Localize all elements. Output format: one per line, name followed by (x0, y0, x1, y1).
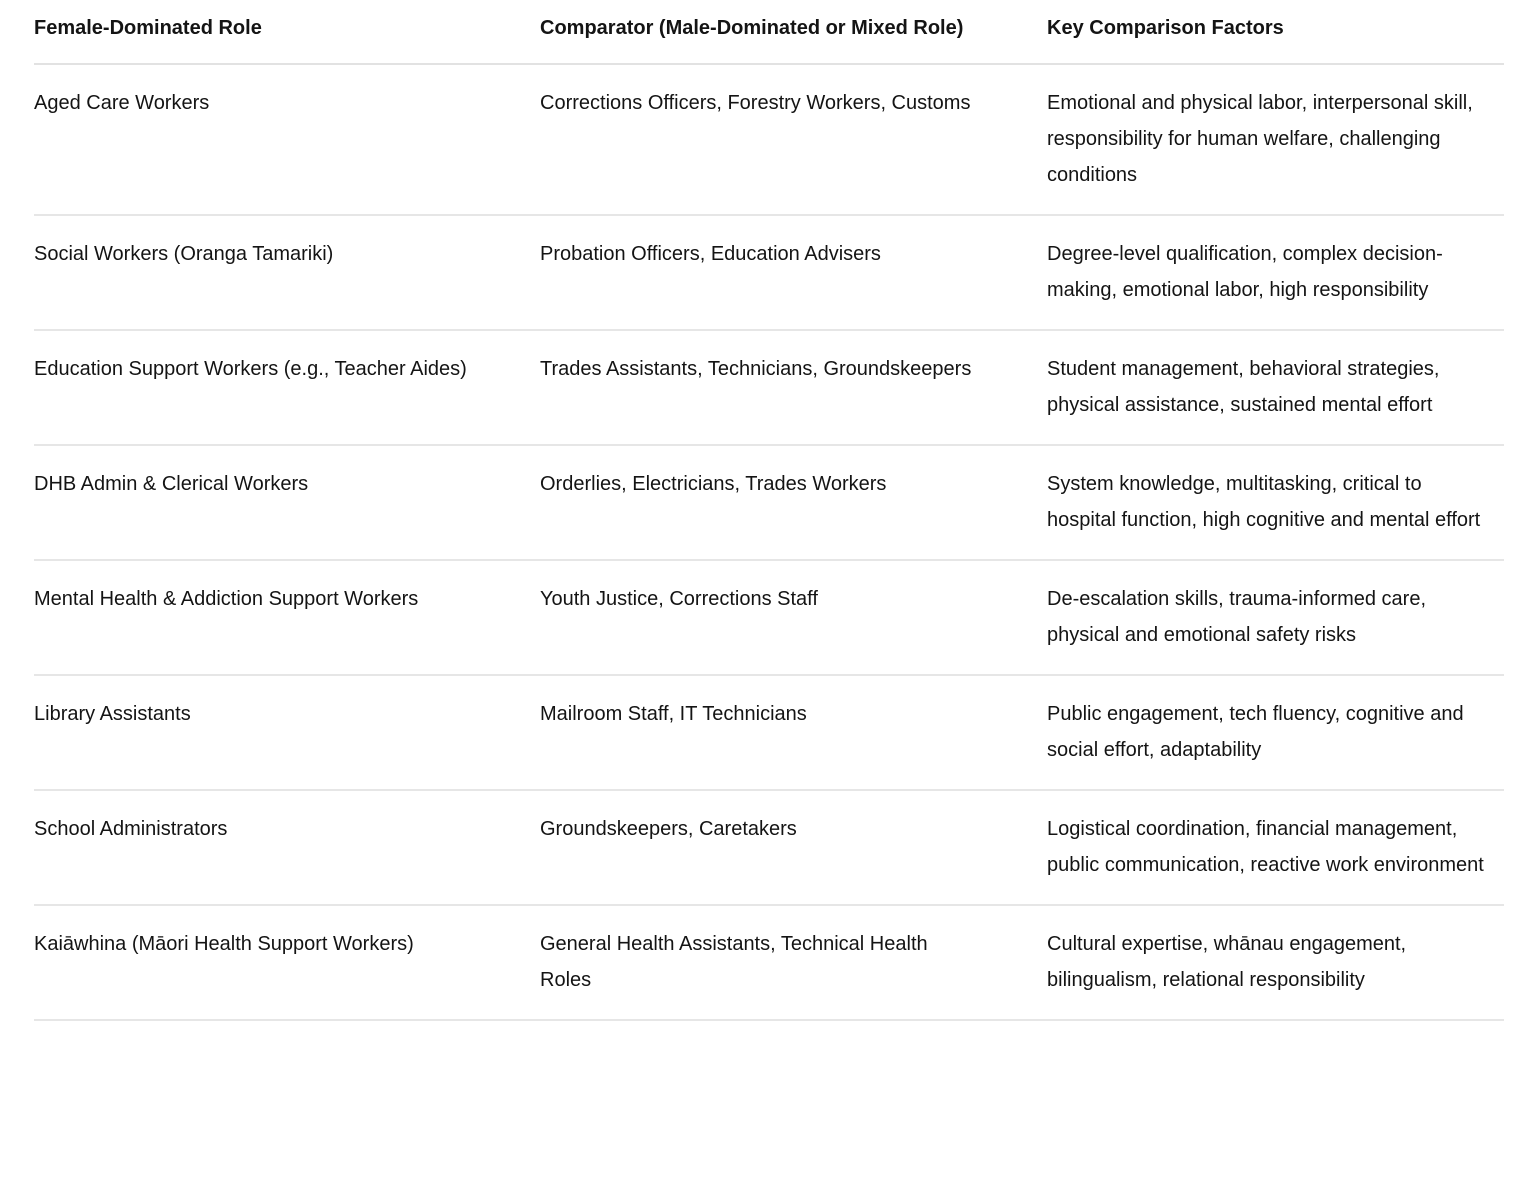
table-row (34, 560, 1504, 675)
column-header-key-comparison-factors: Key Comparison Factors (1047, 0, 1504, 64)
table-row (34, 215, 1504, 330)
role-cell: Library Assistants (34, 675, 540, 790)
comparison-table (34, 0, 1504, 1021)
factors-cell: Degree-level qualification, complex decision-making, emotional labor, high responsibility (1047, 215, 1504, 330)
role-cell: Kaiāwhina (Māori Health Support Workers) (34, 905, 540, 1020)
header-row (34, 0, 1504, 64)
comparator-cell: General Health Assistants, Technical Health Roles (540, 905, 1047, 1020)
role-cell: DHB Admin & Clerical Workers (34, 445, 540, 560)
factors-cell: Cultural expertise, whānau engagement, bilingualism, relational responsibility (1047, 905, 1504, 1020)
factors-cell: Public engagement, tech fluency, cognitive and social effort, adaptability (1047, 675, 1504, 790)
table-row (34, 445, 1504, 560)
comparator-cell: Orderlies, Electricians, Trades Workers (540, 445, 1047, 560)
comparator-cell: Trades Assistants, Technicians, Groundskeepers (540, 330, 1047, 445)
comparator-cell: Corrections Officers, Forestry Workers, Customs (540, 64, 1047, 215)
factors-cell: System knowledge, multitasking, critical to hospital function, high cognitive and mental effort (1047, 445, 1504, 560)
factors-cell: Student management, behavioral strategies, physical assistance, sustained mental effort (1047, 330, 1504, 445)
table-row (34, 905, 1504, 1020)
comparator-cell: Mailroom Staff, IT Technicians (540, 675, 1047, 790)
comparator-cell: Groundskeepers, Caretakers (540, 790, 1047, 905)
comparator-cell: Probation Officers, Education Advisers (540, 215, 1047, 330)
comparator-cell: Youth Justice, Corrections Staff (540, 560, 1047, 675)
column-header-female-dominated-role: Female-Dominated Role (34, 0, 540, 64)
column-header-comparator: Comparator (Male-Dominated or Mixed Role) (540, 0, 1047, 64)
factors-cell: Emotional and physical labor, interpersonal skill, responsibility for human welfare, challenging conditions (1047, 64, 1504, 215)
role-cell: Education Support Workers (e.g., Teacher Aides) (34, 330, 540, 445)
table-body (34, 64, 1504, 1020)
role-cell: Social Workers (Oranga Tamariki) (34, 215, 540, 330)
role-cell: Aged Care Workers (34, 64, 540, 215)
role-cell: Mental Health & Addiction Support Workers (34, 560, 540, 675)
table-row (34, 64, 1504, 215)
factors-cell: De-escalation skills, trauma-informed care, physical and emotional safety risks (1047, 560, 1504, 675)
table-header (34, 0, 1504, 64)
factors-cell: Logistical coordination, financial management, public communication, reactive work environment (1047, 790, 1504, 905)
table-row (34, 330, 1504, 445)
role-cell: School Administrators (34, 790, 540, 905)
table-row (34, 790, 1504, 905)
table-row (34, 675, 1504, 790)
